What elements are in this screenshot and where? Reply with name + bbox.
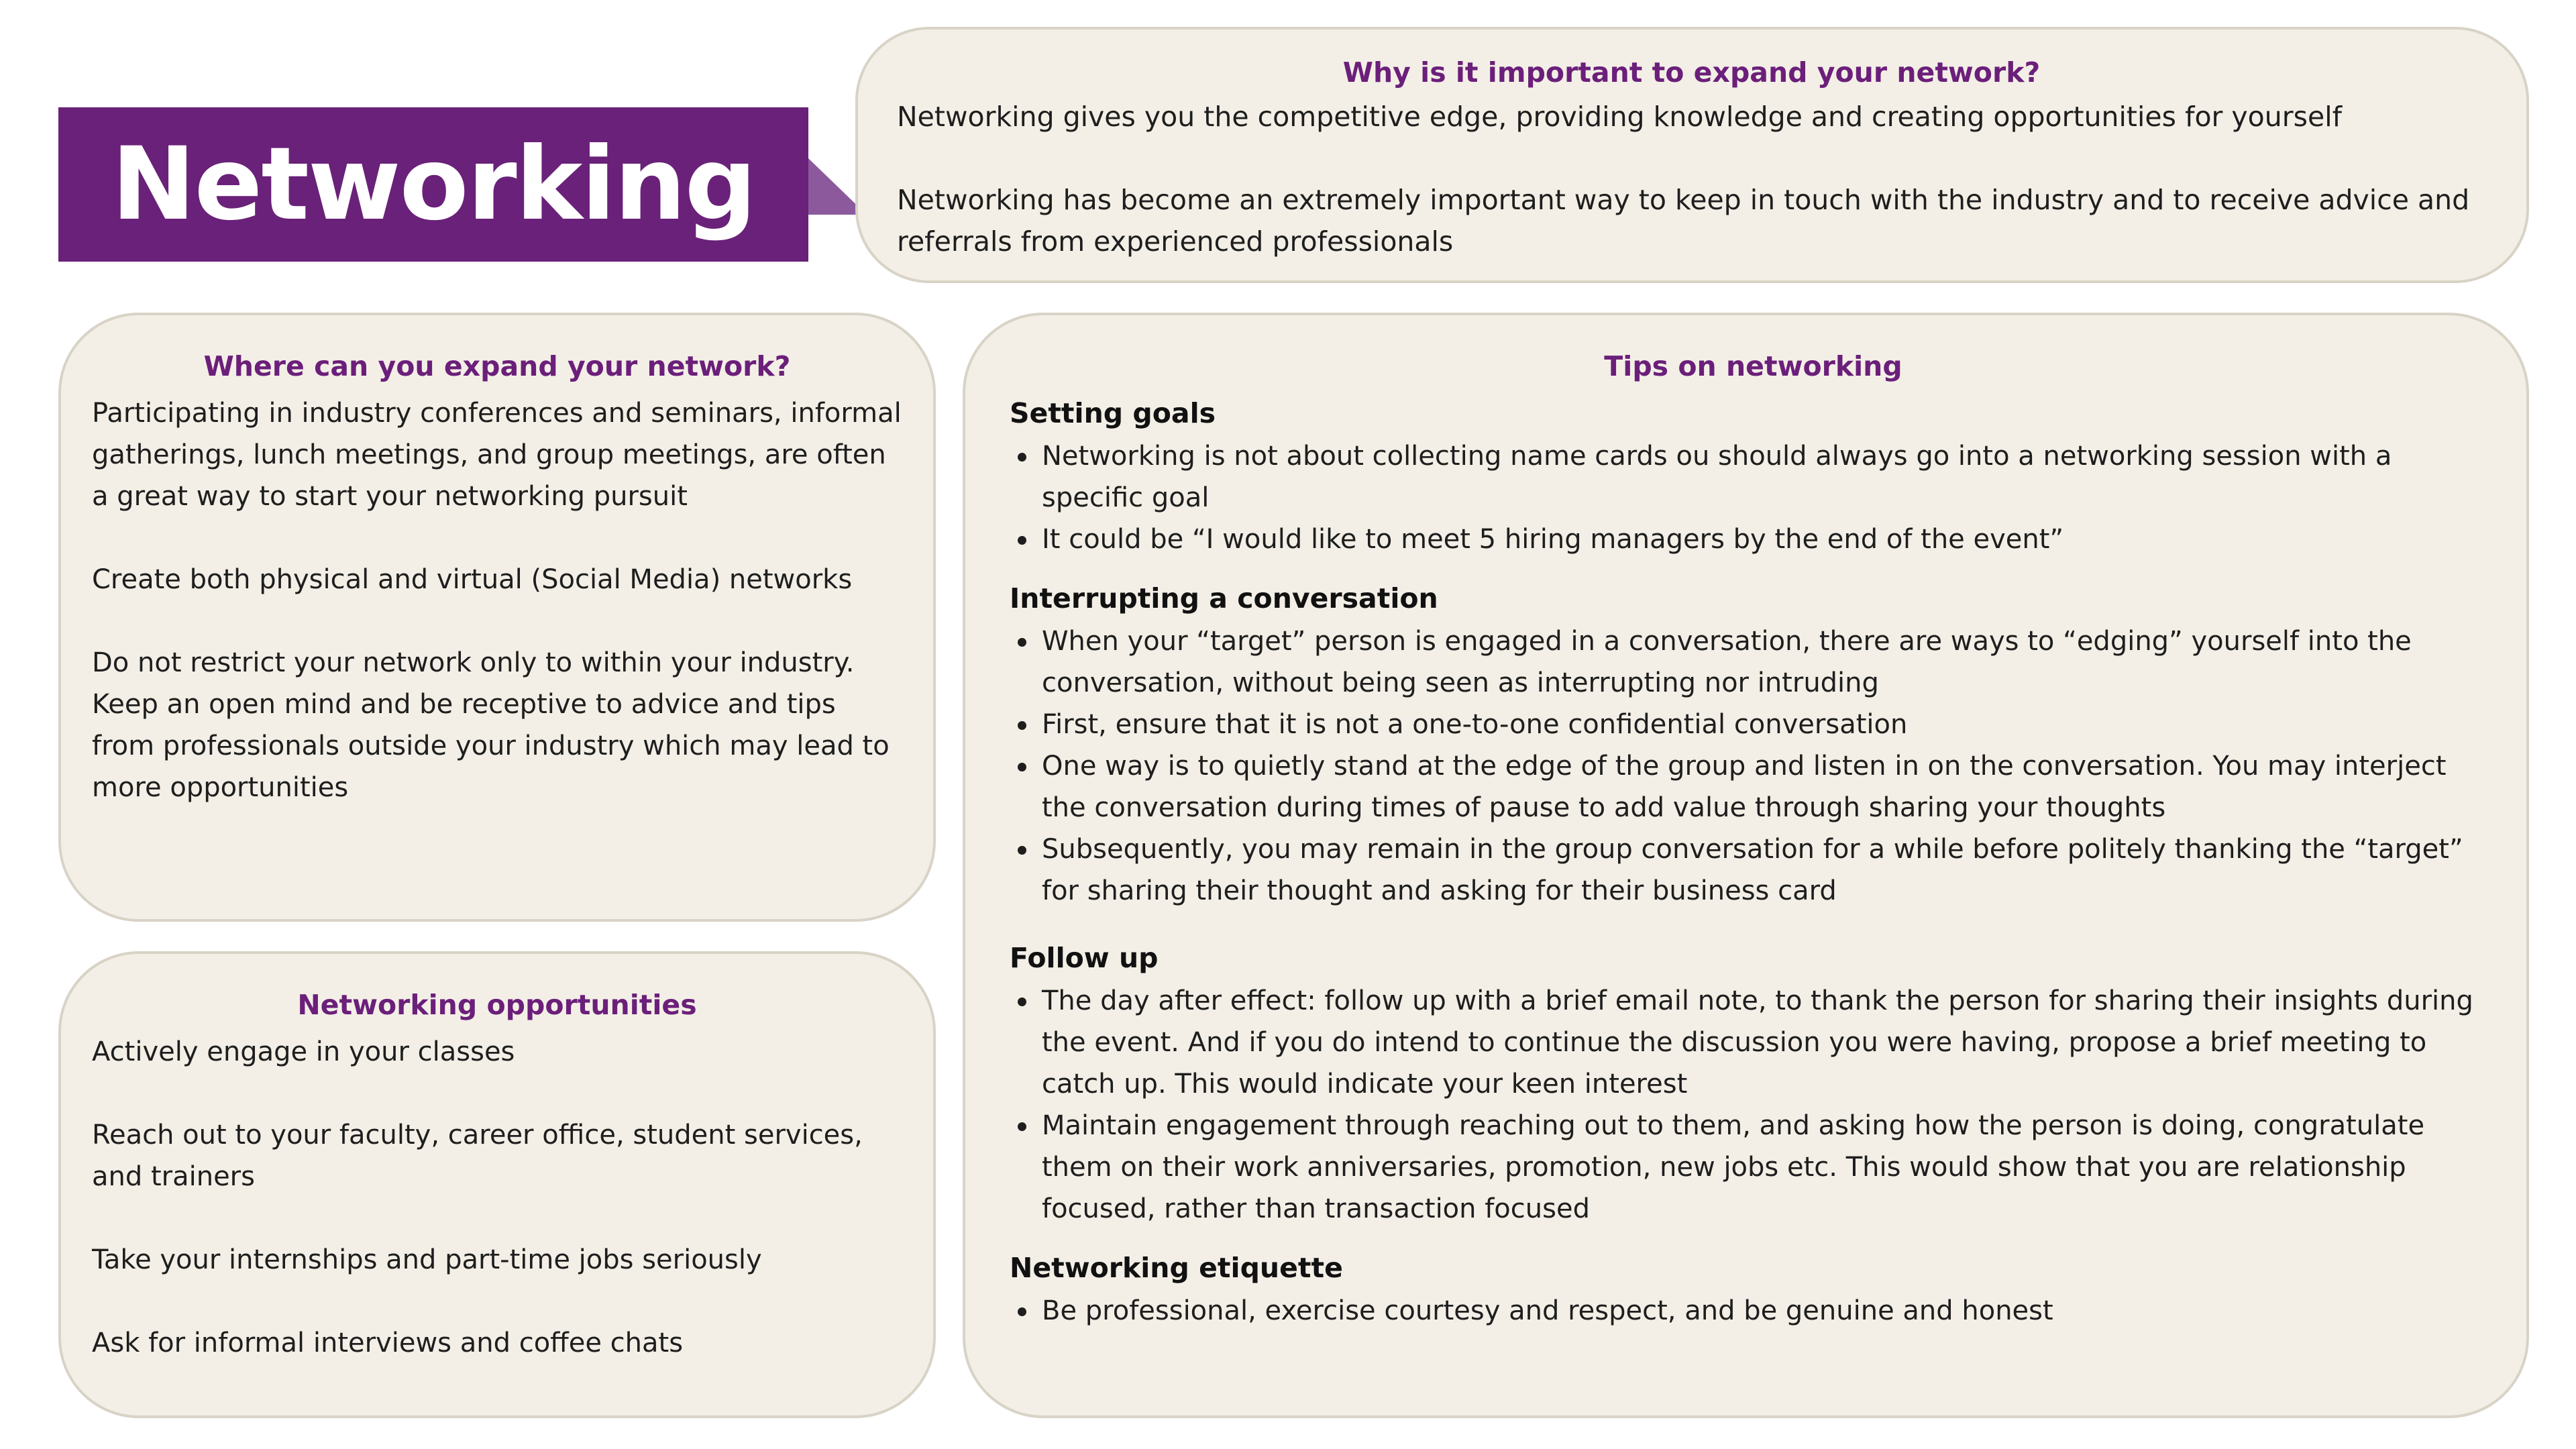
where-panel-heading: Where can you expand your network? [203,350,791,382]
bullet-dot-icon [1018,1122,1026,1131]
tips-section-follow-up [1010,938,2497,1230]
tips-section-etiquette [1010,1248,2497,1332]
bullet-list [1010,621,2497,912]
tips-section-interrupting [1010,579,2497,912]
opportunity-item: Take your internships and part-time jobs seriously [92,1244,762,1276]
bullet-dot-icon [1018,998,1026,1006]
why-panel-heading: Why is it important to expand your network? [1342,56,2041,89]
opportunity-item: Actively engage in your classes [92,1036,515,1068]
why-paragraph: Networking has become an extremely important way to keep in touch with the industry and to receive advice and referrals from experienced professionals [897,184,2470,258]
where-expand-network-panel [58,313,936,922]
where-paragraph: Participating in industry conferences and seminars, informal gatherings, lunch meetings, and group meetings, are often a great way to start your networking pursuit [92,398,902,513]
title-banner [58,107,808,262]
bullet-text: It could be “I would like to meet 5 hiring managers by the end of the event” [1042,524,2064,555]
bullet-text: The day after effect: follow up with a brief email note, to thank the person for sharing their insights during the event. And if you do intend to continue the discussion you were having, propose a brief meeting to catch up. This would indicate your keen interest [1042,985,2473,1100]
where-paragraph: Do not restrict your network only to within your industry. Keep an open mind and be receptive to advice and tips from professionals outside your industry which may lead to more opportunities [92,647,890,804]
bullet-list [1010,435,2497,560]
bullet-text: Maintain engagement through reaching out to them, and asking how the person is doing, congratulate them on their work anniversaries, promotion, new jobs etc. This would show that you are relationship focused, rather than transaction focused [1042,1110,2425,1225]
bullet-text: One way is to quietly stand at the edge of the group and listen in on the conversation. You may interject the conversation during times of pause to add value through sharing your thoughts [1042,751,2447,824]
bullet-item [1010,1105,2497,1230]
bullet-dot-icon [1018,763,1026,771]
why-paragraph: Networking gives you the competitive edge, providing knowledge and creating opportunities for yourself [897,101,2343,133]
opportunity-item: Ask for informal interviews and coffee chats [92,1328,684,1359]
bullet-item [1010,621,2497,704]
tips-panel-heading: Tips on networking [1604,350,1902,382]
section-heading: Networking etiquette [1010,1252,1343,1285]
bullet-list [1010,1290,2497,1332]
bullet-dot-icon [1018,536,1026,545]
bullet-text: When your “target” person is engaged in a conversation, there are ways to “edging” yourself into the conversation, without being seen as interrupting nor intruding [1042,626,2412,699]
opportunity-item: Reach out to your faculty, career office, student services, and trainers [92,1120,863,1193]
bullet-dot-icon [1018,721,1026,730]
where-paragraph: Create both physical and virtual (Social Media) networks [92,564,853,596]
tips-section-setting-goals [1010,394,2497,560]
bullet-item [1010,980,2497,1105]
bullet-item [1010,519,2497,560]
bullet-dot-icon [1018,638,1026,647]
bullet-item [1010,704,2497,745]
tips-on-networking-panel [963,313,2529,1418]
bullet-item [1010,435,2497,519]
bullet-item [1010,745,2497,828]
bullet-text: Networking is not about collecting name cards ou should always go into a networking session with a specific goal [1042,441,2392,514]
opportunities-panel-heading: Networking opportunities [297,989,697,1021]
bullet-dot-icon [1018,1307,1026,1316]
bullet-dot-icon [1018,453,1026,462]
page-title: Networking [111,126,755,243]
networking-opportunities-panel [58,951,936,1418]
section-heading: Interrupting a conversation [1010,582,1438,615]
bullet-text: Be professional, exercise courtesy and respect, and be genuine and honest [1042,1295,2053,1327]
bullet-text: Subsequently, you may remain in the group conversation for a while before politely thanking the “target” for sharing their thought and asking for their business card [1042,834,2463,907]
bullet-dot-icon [1018,846,1026,855]
bullet-item [1010,1290,2497,1332]
bullet-list [1010,980,2497,1230]
bullet-item [1010,828,2497,912]
section-heading: Follow up [1010,942,1159,975]
bullet-text: First, ensure that it is not a one-to-one confidential conversation [1042,709,1908,741]
why-expand-network-panel [855,27,2529,283]
section-heading: Setting goals [1010,397,1216,430]
